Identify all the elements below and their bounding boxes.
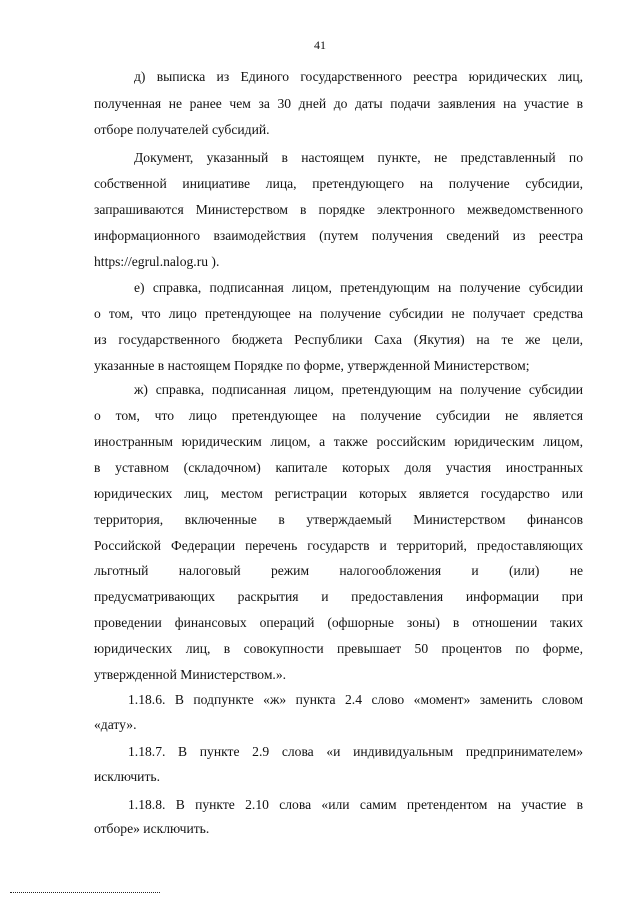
- text-line: о том, что лицо претендующее на получение субсидии не является: [94, 408, 583, 423]
- text-line: https://egrul.nalog.ru ).: [94, 254, 220, 269]
- text-line: иностранным юридическим лицом, а также российским юридическим лицом,: [94, 434, 583, 449]
- text-line: Российской Федерации перечень государств и территорий, предоставляющих: [94, 538, 583, 553]
- text-line: юридических лиц, местом регистрации которых является государство или: [94, 486, 583, 501]
- text-line: е) справка, подписанная лицом, претендующим на получение субсидии: [134, 280, 583, 295]
- text-line: Документ, указанный в настоящем пункте, не представленный по: [134, 150, 583, 165]
- footer-rule: [10, 892, 160, 893]
- text-line: 1.18.7. В пункте 2.9 слова «и индивидуальным предпринимателем»: [128, 744, 583, 759]
- text-line: утвержденной Министерством.».: [94, 667, 287, 682]
- text-line: юридических лиц, в совокупности превышает 50 процентов по форме,: [94, 641, 583, 656]
- text-line: запрашиваются Министерством в порядке электронного межведомственного: [94, 202, 583, 217]
- text-line: проведении финансовых операций (офшорные зоны) в отношении таких: [94, 615, 583, 630]
- text-line: отборе получателей субсидий.: [94, 122, 270, 137]
- text-line: 1.18.6. В подпункте «ж» пункта 2.4 слово «момент» заменить словом: [128, 692, 583, 707]
- text-line: отборе» исключить.: [94, 821, 210, 836]
- text-line: полученная не ранее чем за 30 дней до даты подачи заявления на участие в: [94, 96, 583, 111]
- text-line: исключить.: [94, 769, 160, 784]
- text-line: из государственного бюджета Республики Саха (Якутия) на те же цели,: [94, 332, 583, 347]
- text-line: «дату».: [94, 717, 137, 732]
- text-line: льготный налоговый режим налогообложения и (или) не: [94, 563, 583, 578]
- text-line: в уставном (складочном) капитале которых доля участия иностранных: [94, 460, 583, 475]
- text-line: 1.18.8. В пункте 2.10 слова «или самим претендентом на участие в: [128, 797, 583, 812]
- text-line: д) выписка из Единого государственного реестра юридических лиц,: [134, 69, 583, 84]
- page-number: 41: [314, 38, 326, 52]
- text-line: о том, что лицо претендующее на получение субсидии не получает средства: [94, 306, 583, 321]
- text-line: информационного взаимодействия (путем получения сведений из реестра: [94, 228, 583, 243]
- text-line: территория, включенные в утверждаемый Министерством финансов: [94, 512, 583, 527]
- text-line: собственной инициативе лица, претендующего на получение субсидии,: [94, 176, 583, 191]
- text-line: указанные в настоящем Порядке по форме, утвержденной Министерством;: [94, 358, 530, 373]
- text-line: предусматривающих раскрытия и предоставления информации при: [94, 589, 583, 604]
- text-line: ж) справка, подписанная лицом, претендующим на получение субсидии: [134, 382, 583, 397]
